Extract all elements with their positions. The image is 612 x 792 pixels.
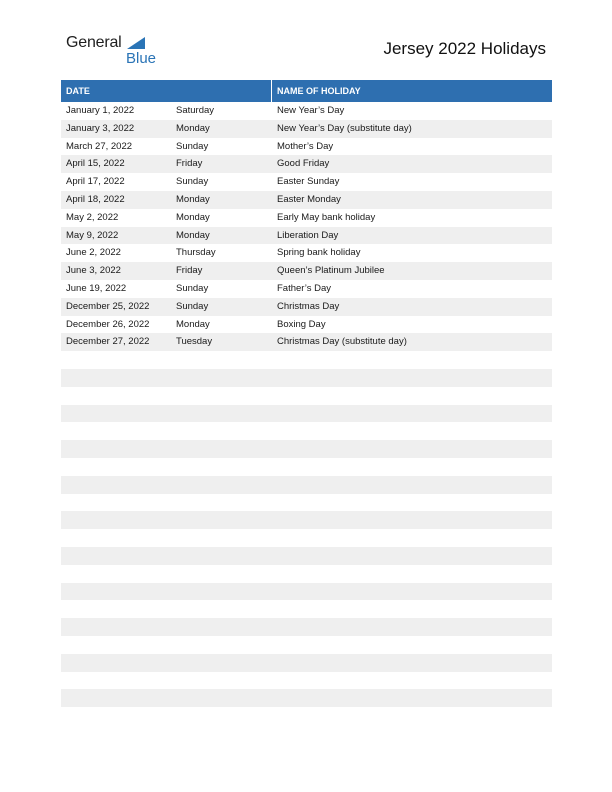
row-weekday: Monday <box>176 122 210 134</box>
row-holiday-name: Easter Monday <box>277 193 341 205</box>
table-row <box>61 583 552 601</box>
table-row <box>61 280 552 298</box>
header-holiday-name: NAME OF HOLIDAY <box>277 86 361 96</box>
row-weekday: Friday <box>176 158 203 170</box>
table-row <box>61 191 552 209</box>
table-row <box>61 494 552 512</box>
row-weekday: Thursday <box>176 247 216 259</box>
row-holiday-name: Liberation Day <box>277 229 339 241</box>
table-row <box>61 138 552 156</box>
row-weekday: Sunday <box>176 282 209 294</box>
table-row <box>61 244 552 262</box>
row-weekday: Monday <box>176 211 210 223</box>
row-weekday: Monday <box>176 193 210 205</box>
row-holiday-name: New Year’s Day (substitute day) <box>277 122 412 134</box>
table-row <box>61 298 552 316</box>
header-date: DATE <box>66 86 90 96</box>
table-row <box>61 422 552 440</box>
row-holiday-name: Christmas Day <box>277 300 340 312</box>
row-date: January 1, 2022 <box>66 105 135 116</box>
table-row <box>61 689 552 707</box>
table-row <box>61 672 552 690</box>
row-holiday-name: Christmas Day (substitute day) <box>277 336 407 348</box>
row-holiday-name: Mother’s Day <box>277 140 334 152</box>
table-row <box>61 120 552 138</box>
table-row <box>61 333 552 351</box>
row-date: May 2, 2022 <box>66 211 119 223</box>
table-row <box>61 316 552 334</box>
row-holiday-name: Early May bank holiday <box>277 211 376 223</box>
table-row <box>61 458 552 476</box>
row-weekday: Tuesday <box>176 336 213 348</box>
header-divider <box>271 80 272 102</box>
row-date: March 27, 2022 <box>66 140 133 152</box>
row-date: January 3, 2022 <box>66 122 135 134</box>
row-holiday-name: Queen’s Platinum Jubilee <box>277 265 385 277</box>
table-row <box>61 511 552 529</box>
row-weekday: Sunday <box>176 140 209 152</box>
row-holiday-name: Spring bank holiday <box>277 247 361 259</box>
row-weekday: Monday <box>176 318 210 330</box>
table-row <box>61 262 552 280</box>
row-holiday-name: Father’s Day <box>277 282 332 294</box>
table-body <box>61 102 552 725</box>
row-weekday: Sunday <box>176 176 209 188</box>
row-date: December 27, 2022 <box>66 336 150 348</box>
page-title: Jersey 2022 Holidays <box>383 39 546 58</box>
table-row <box>61 707 552 725</box>
table-row <box>61 654 552 672</box>
table-row <box>61 476 552 494</box>
table-row <box>61 529 552 547</box>
row-date: June 19, 2022 <box>66 282 127 294</box>
general-blue-logo <box>66 34 156 68</box>
table-row <box>61 155 552 173</box>
row-weekday: Sunday <box>176 300 209 312</box>
table-row <box>61 227 552 245</box>
table-header <box>61 80 552 102</box>
table-row <box>61 173 552 191</box>
logo-text-blue: Blue <box>126 50 157 67</box>
table-row <box>61 636 552 654</box>
row-weekday: Monday <box>176 229 210 241</box>
row-date: April 15, 2022 <box>66 158 125 170</box>
table-row <box>61 405 552 423</box>
row-date: June 3, 2022 <box>66 265 121 277</box>
row-date: April 18, 2022 <box>66 193 125 205</box>
table-row <box>61 387 552 405</box>
row-holiday-name: Boxing Day <box>277 318 326 330</box>
table-row <box>61 369 552 387</box>
row-date: June 2, 2022 <box>66 247 121 259</box>
table-row <box>61 600 552 618</box>
row-weekday: Friday <box>176 265 203 277</box>
row-holiday-name: New Year’s Day <box>277 105 345 116</box>
table-row <box>61 618 552 636</box>
table-row <box>61 565 552 583</box>
row-date: December 25, 2022 <box>66 300 150 312</box>
row-date: April 17, 2022 <box>66 176 125 188</box>
logo-triangle-icon <box>127 37 145 49</box>
row-holiday-name: Good Friday <box>277 158 330 170</box>
table-row <box>61 351 552 369</box>
row-date: December 26, 2022 <box>66 318 150 330</box>
table-row <box>61 547 552 565</box>
row-date: May 9, 2022 <box>66 229 119 241</box>
row-holiday-name: Easter Sunday <box>277 176 340 188</box>
table-row <box>61 440 552 458</box>
row-weekday: Saturday <box>176 105 215 116</box>
holidays-table <box>61 80 552 725</box>
table-row <box>61 209 552 227</box>
logo-text-general: General <box>66 34 122 51</box>
table-row <box>61 102 552 120</box>
